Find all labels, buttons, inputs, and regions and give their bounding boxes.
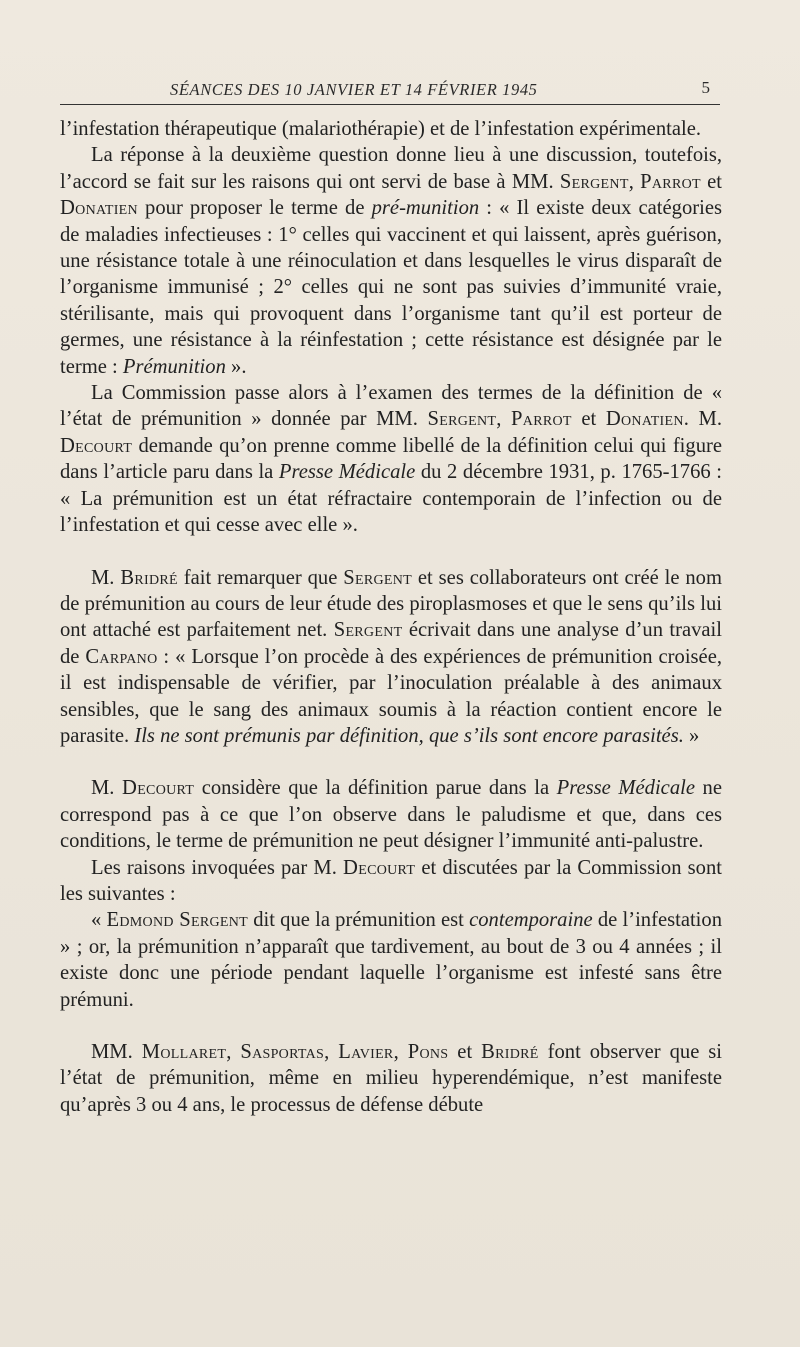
paragraph-4-text: » xyxy=(683,724,700,747)
paragraph-4-text: : « Lorsque l’on procède à des expériences de prémunition croisée, il est indispensable de vérifier, par l’inoculation préalable à des animaux sensibles, que le sang des animaux soumis à la réaction contient encore le parasite. xyxy=(60,645,722,747)
paragraph-2-text: , xyxy=(628,170,641,193)
paragraph-7-text: dit que la prémunition est xyxy=(248,909,470,932)
paragraph-8-text: et xyxy=(448,1041,482,1063)
paragraph-5-text: considère que la définition parue dans la xyxy=(194,777,557,800)
author-name: Sergent xyxy=(427,408,497,431)
paragraph-6-text: et discutées par la Commission sont les suivantes : xyxy=(60,856,722,905)
author-name: Decourt xyxy=(343,856,416,879)
paragraph-8-text: , xyxy=(226,1041,241,1063)
author-name: Decourt xyxy=(122,777,195,800)
paragraph-7 xyxy=(60,907,722,1013)
author-name: Pons xyxy=(407,1041,449,1063)
paragraph-8 xyxy=(60,1039,722,1118)
paragraph-3-text: . M. xyxy=(683,408,722,431)
running-head: SÉANCES DES 10 JANVIER ET 14 FÉVRIER 1945 xyxy=(170,80,538,99)
paragraph-1 xyxy=(60,116,722,142)
paragraph-4-text: et ses collaborateurs ont créé le nom de prémunition au cours de leur étude des piroplasmoses et que le sens qu’ils lui ont attaché est parfaitement net. xyxy=(60,566,722,642)
journal-title: Presse Médicale xyxy=(556,777,695,800)
paragraph-3-text: et xyxy=(571,408,606,431)
paragraph-3-text: La Commission passe alors à l’examen des termes de la définition de « l’état de prémunition » donnée par MM. xyxy=(60,382,722,431)
paragraph-2-text: : « Il existe deux catégories de maladies infectieuses : 1° celles qui vaccinent et qui laissent, après guérison, une résistance totale à une réinoculation et dans lesquelles le virus disparaît de l’organisme immunisé ; 2° celles qui ne sont pas suivies d’immunité vraie, stérilisante, mais qui provoquent dans l’organisme tant qu’il est porteur de germes, une résistance à la réinfestation ; cette résistance est désignée par le terme : xyxy=(60,197,722,378)
author-name: Bridré xyxy=(120,566,178,589)
paragraph-4-text: écrivait dans une analyse d’un travail de xyxy=(60,619,722,668)
page-header xyxy=(60,78,720,108)
paragraph-6-text: Les raisons invoquées par M. xyxy=(91,856,344,879)
author-name: Decourt xyxy=(60,434,133,457)
italic-term: contemporaine xyxy=(469,909,593,932)
paragraph-5-text: ne correspond pas à ce que l’on observe dans le paludisme et que, dans ces conditions, le terme de prémunition ne peut désigner l’immunité anti-palustre. xyxy=(60,777,722,853)
paragraph-7-text: « xyxy=(91,909,107,932)
author-name: Parrot xyxy=(640,170,701,193)
paragraph-2-text: ». xyxy=(225,355,247,378)
paragraph-8-text: font observer que si l’état de prémunition, même en milieu hyperendémique, n’est manifeste qu’après 3 ou 4 ans, le processus de défense débute xyxy=(60,1041,723,1116)
author-name: Carpano xyxy=(85,645,158,668)
italic-term: pré-munition xyxy=(371,197,480,220)
body-text xyxy=(60,116,722,1118)
paragraph-2-text: pour proposer le terme de xyxy=(137,197,372,220)
paragraph-4 xyxy=(60,565,722,750)
paragraph-3-text: , xyxy=(496,408,512,431)
paragraph-8-text: , xyxy=(324,1041,339,1063)
author-name: Donatien xyxy=(605,408,684,431)
paragraph-1-text: l’infestation thérapeutique (malariothérapie) et de l’infestation expérimentale. xyxy=(60,118,701,140)
paragraph-7-text: de l’infestation » ; or, la prémunition n’apparaît que tardivement, au bout de 3 ou 4 années ; il existe donc une période pendant laquelle l’organisme est infesté sans être prémuni. xyxy=(60,909,722,1011)
author-name: Edmond Sergent xyxy=(106,909,249,932)
page-number: 5 xyxy=(701,78,710,97)
author-name: Bridré xyxy=(481,1041,539,1063)
paragraph-2-text: La réponse à la deuxième question donne lieu à une discussion, toutefois, l’accord se fait sur les raisons qui ont servi de base à MM. xyxy=(60,144,722,193)
paragraph-5-text: M. xyxy=(91,777,123,800)
author-name: Parrot xyxy=(511,408,572,431)
paragraph-3 xyxy=(60,380,722,538)
paragraph-8-text: MM. xyxy=(91,1041,142,1063)
paragraph-6 xyxy=(60,855,722,908)
paragraph-3-text: demande qu’on prenne comme libellé de la définition celui qui figure dans l’article paru dans la xyxy=(60,434,722,484)
journal-title: Presse Médicale xyxy=(278,461,416,484)
paragraph-5 xyxy=(60,775,722,854)
paragraph-8-text: , xyxy=(393,1041,408,1063)
author-name: Sergent xyxy=(343,566,413,589)
italic-quote: Ils ne sont prémunis par définition, que s’ils sont encore parasités. xyxy=(134,724,684,747)
paragraph-2 xyxy=(60,142,722,380)
author-name: Sergent xyxy=(333,619,403,642)
author-name: Donatien xyxy=(60,197,138,220)
author-name: Lavier xyxy=(338,1041,394,1063)
italic-term: Prémunition xyxy=(122,355,226,378)
paragraph-4-text: fait remarquer que xyxy=(177,566,344,589)
author-name: Mollaret xyxy=(141,1041,227,1063)
author-name: Sergent xyxy=(559,170,629,193)
paragraph-2-text: et xyxy=(700,170,723,193)
paragraph-4-text: M. xyxy=(91,566,121,589)
paragraph-3-text: du 2 décembre 1931, p. 1765-1766 : « La prémunition est un état réfractaire contemporain de l’infection ou de l’infestation et qui cesse avec elle ». xyxy=(60,461,723,537)
header-rule xyxy=(60,104,720,105)
author-name: Sasportas xyxy=(240,1041,325,1063)
